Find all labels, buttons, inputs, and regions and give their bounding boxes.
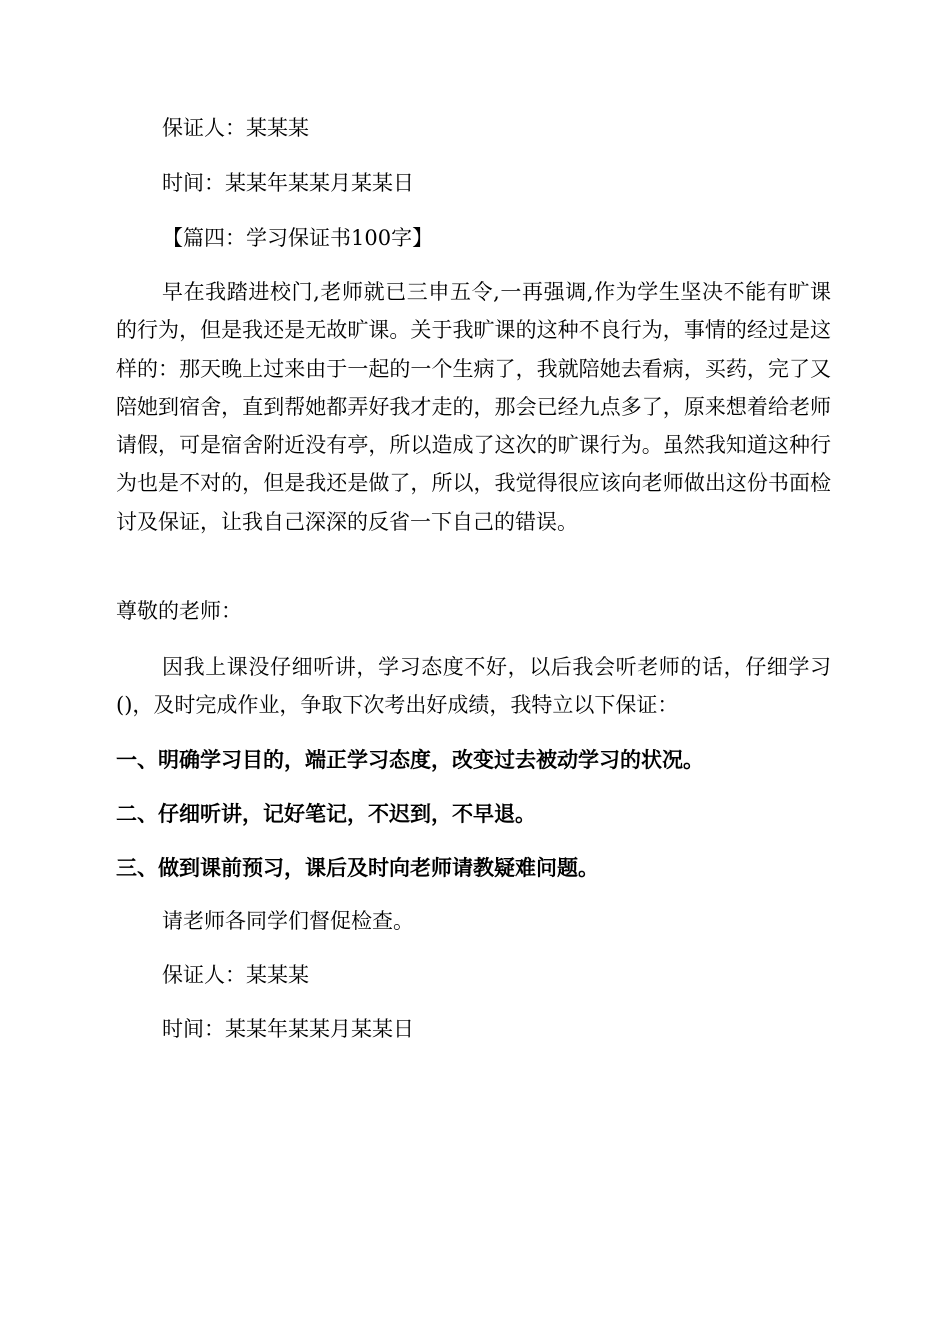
paragraph-absence-explanation: 早在我踏进校门,老师就已三申五令,一再强调,作为学生坚决不能有旷课的行为，但是我还是无故旷课。关于我旷课的这种不良行为，事情的经过是这样的：那天晚上过来由于一起的一个生病了，我就陪她去看病，买药，完了又陪她到宿舍，直到帮她都弄好我才走的，那会已经九点多了，原来想着给老师请假，可是宿舍附近没有亭，所以造成了这次的旷课行为。虽然我知道这种行为也是不对的，但是我还是做了，所以，我觉得很应该向老师做出这份书面检讨及保证，让我自己深深的反省一下自己的错误。 [116,280,831,534]
section-heading: 【篇四：学习保证书100字】 [162,226,434,250]
pledge-item-2: 二、仔细听讲，记好笔记，不迟到，不早退。 [116,801,536,826]
bottom-time-line: 时间：某某年某某月某某日 [162,1017,414,1041]
top-time-line: 时间：某某年某某月某某日 [162,171,414,195]
pledge-item-3: 三、做到课前预习，课后及时向老师请教疑难问题。 [116,855,599,880]
paragraph-pledge-intro: 因我上课没仔细听讲，学习态度不好，以后我会听老师的话，仔细学习()，及时完成作业，争取下次考出好成绩，我特立以下保证： [116,655,831,718]
closing-line: 请老师各同学们督促检查。 [162,909,414,933]
pledge-item-1: 一、明确学习目的，端正学习态度，改变过去被动学习的状况。 [116,747,704,772]
bottom-guarantor-line: 保证人：某某某 [162,963,309,987]
top-guarantor-line: 保证人：某某某 [162,116,309,140]
salutation: 尊敬的老师： [116,599,242,623]
